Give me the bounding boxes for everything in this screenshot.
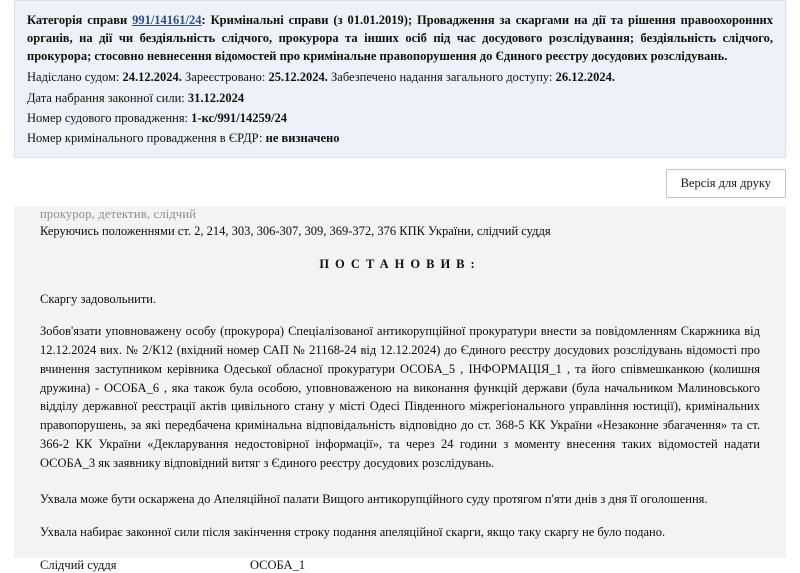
effective-date-line	[27, 89, 773, 107]
erdr-value: не визначено	[265, 130, 340, 145]
case-category-text: : Кримінальні справи (з 01.01.2019); Провадження за скаргами на дії та рішення правоохоронних органів, на дії чи бездіяльність слідчого, прокурора та інших осіб під час досудового розслідування; бездіяльність слідчого, прокурора; стосовно невнесення відомостей про кримінальне правопорушення до Єдиного реєстру досудових розслідувань.	[27, 13, 774, 64]
signature-title: Слідчий суддя	[40, 557, 117, 572]
obligation-paragraph: Зобов'язати уповноважену особу (прокурора) Спеціалізованої антикорупційної прокуратури внести за повідомленням Скаржника від 12.12.2024 вих. № 2/К12 (вхідний номер САП № 21168-24 від 12.12.2024) до Єдиного реєстру досудових розслідувань відомості про вчинення заступником керівника Одеської обласної прокуратури ОСОБА_5 , ІНФОРМАЦІЯ_1 , та його співмешканкою (колишня дружина) - ОСОБА_6 , яка також була особою, уповноваженою на виконання функцій держави (була начальником Малиновського відділу державної реєстрації актів цивільного стану у місті Одесі Південного міжрегіонального управління юстиції), кримінальних правопорушень, за які передбачена кримінальна відповідальність відповідно до ст. 368-5 КК України «Незаконне збагачення» та ст. 366-2 КК України «Декларування недостовірної інформації», та через 24 години з моменту внесення таких відомостей надати ОСОБА_3 як заявнику відповідний витяг з Єдиного реєстру досудових розслідувань.	[40, 324, 760, 470]
proceeding-number-line	[27, 109, 773, 127]
case-meta-card	[14, 0, 786, 158]
effective-date-value: 31.12.2024	[187, 90, 245, 105]
print-version-button[interactable]: Версія для друку	[666, 169, 786, 198]
case-category-label: Категорія справи	[27, 13, 128, 27]
case-number-link[interactable]: 991/14161/24	[132, 13, 202, 27]
signature-row	[40, 558, 760, 573]
guided-by-paragraph: Керуючись положеннями ст. 2, 214, 303, 306-307, 309, 369-372, 376 КПК України, слідчий суддя	[40, 223, 551, 238]
proceeding-number-label: Номер судового провадження:	[27, 110, 189, 125]
force-paragraph: Ухвала набирає законної сили після закінчення строку подання апеляційної скарги, якщо таку скаргу не було подано.	[40, 525, 666, 540]
ruling-heading: ПОСТАНОВИВ:	[319, 256, 481, 271]
clipped-text-line: прокурор, детектив, слідчий	[40, 206, 197, 221]
effective-date-label: Дата набрання законної сили:	[27, 90, 185, 105]
public-access-value: 26.12.2024.	[555, 70, 615, 85]
sent-value: 24.12.2024.	[122, 70, 182, 85]
toolbar	[14, 164, 786, 204]
appeal-paragraph: Ухвала може бути оскаржена до Апеляційної палати Вищого антикорупційного суду протягом п'яти днів з дня її оголошення.	[40, 492, 708, 507]
registered-value: 25.12.2024.	[268, 70, 328, 85]
sent-label: Надіслано судом:	[27, 70, 120, 85]
erdr-label: Номер кримінального провадження в ЄРДР:	[27, 130, 263, 145]
dates-line	[27, 68, 773, 86]
public-access-label: Забезпечено надання загального доступу:	[331, 70, 553, 85]
registered-label: Зареєстровано:	[185, 70, 266, 85]
signature-name: ОСОБА_1	[250, 557, 306, 572]
proceeding-number-value: 1-кс/991/14259/24	[191, 110, 287, 125]
erdr-line	[27, 129, 773, 147]
document-text-panel	[14, 206, 786, 572]
case-category-line	[27, 11, 773, 65]
grant-paragraph: Скаргу задовольнити.	[40, 291, 157, 306]
